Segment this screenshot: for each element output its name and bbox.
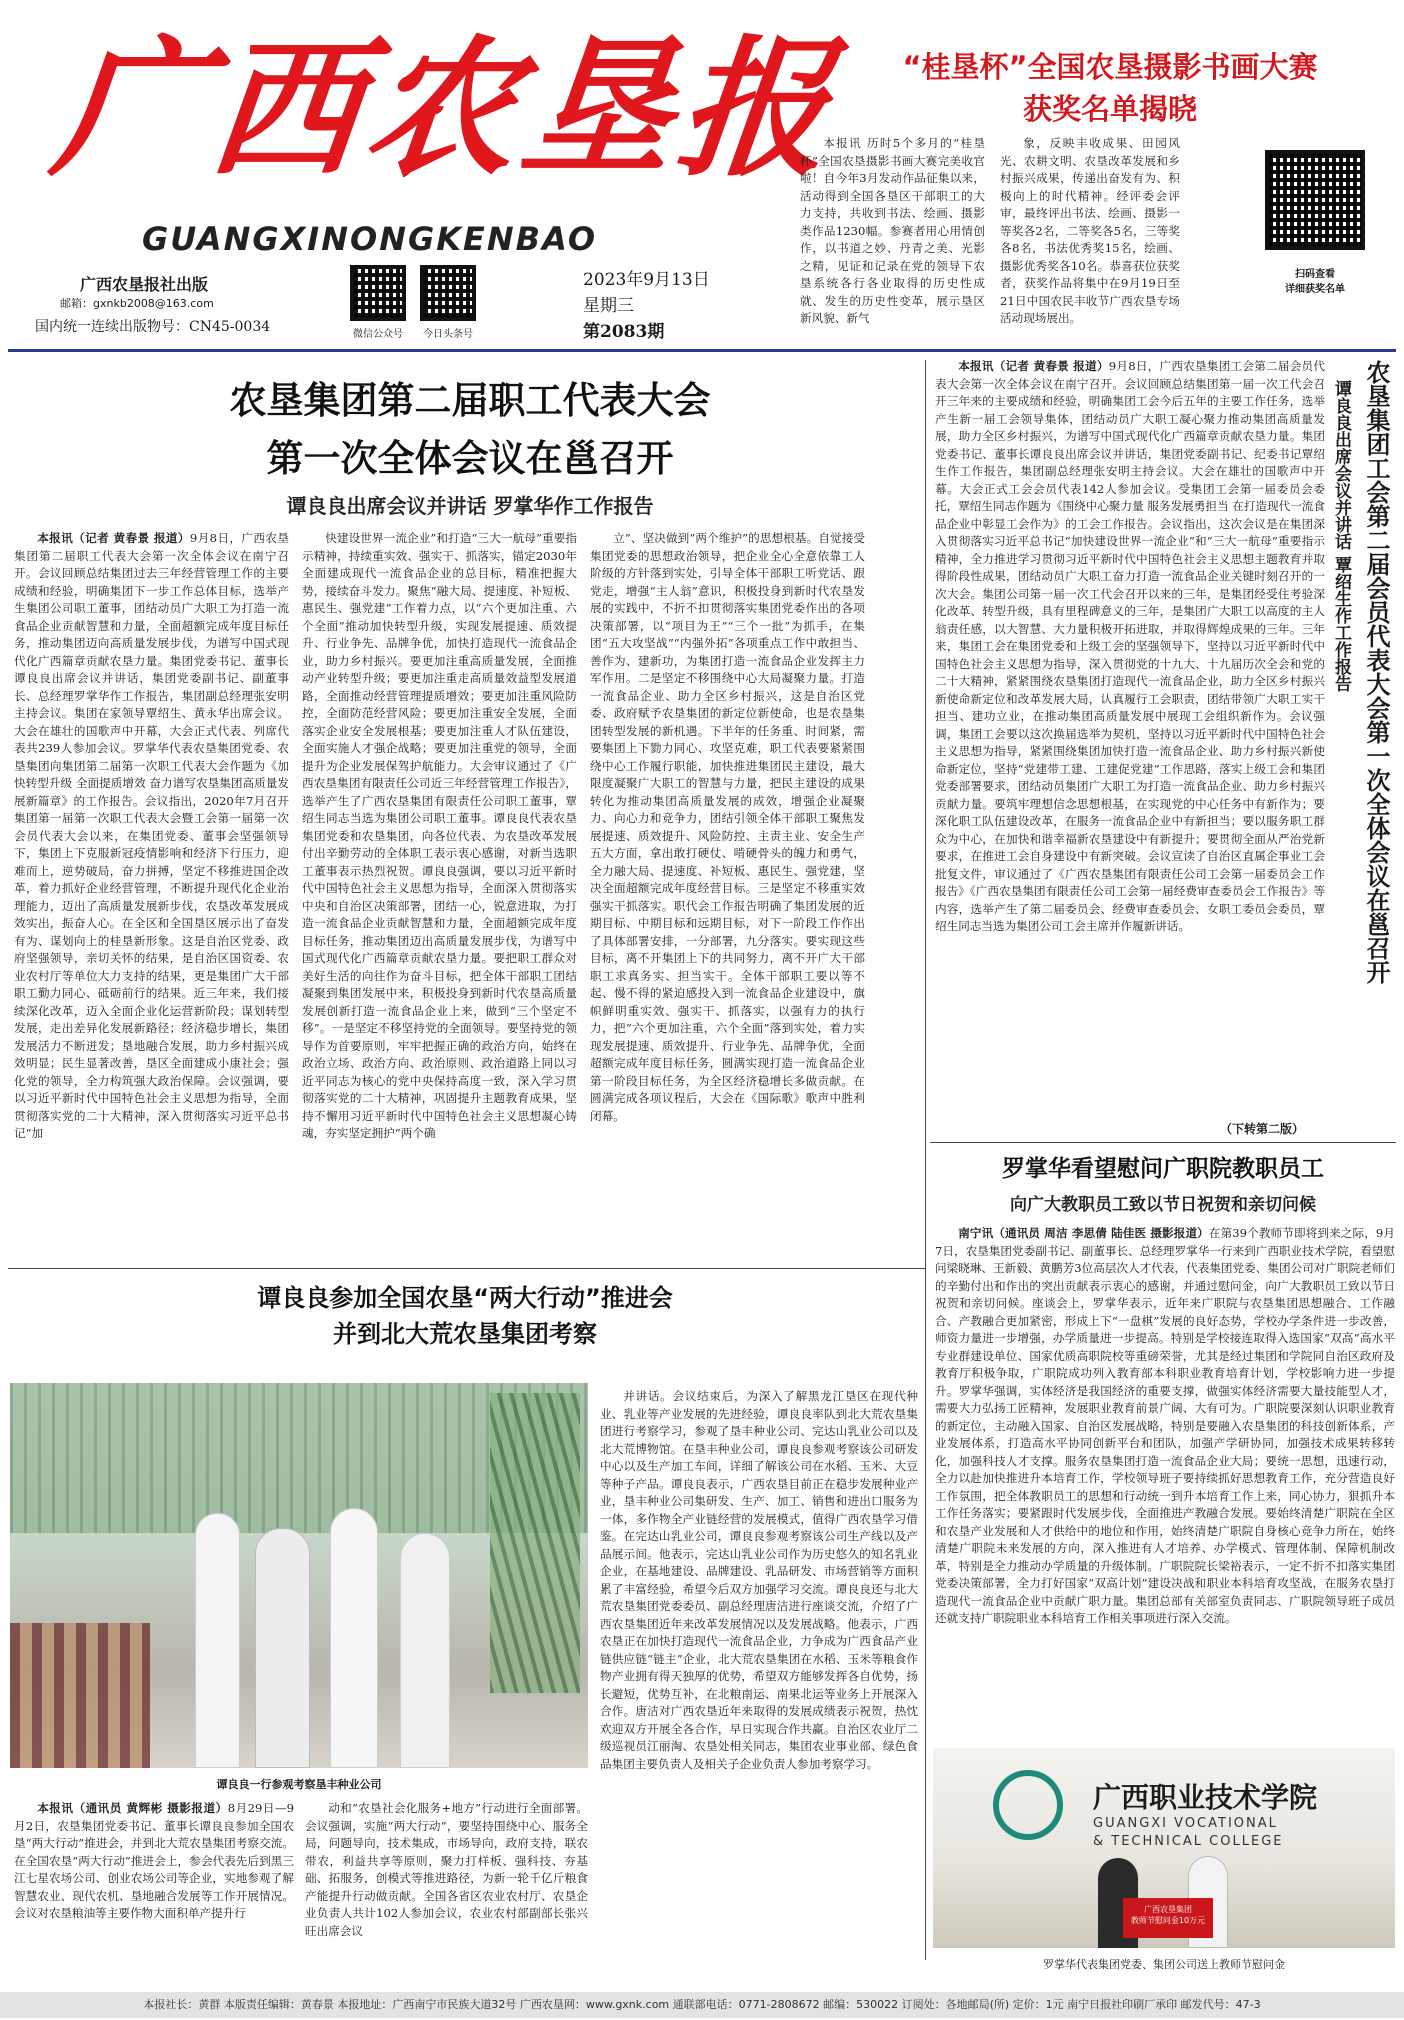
article1-col1 xyxy=(14,530,289,1258)
donation-board-line1: 广西农垦集团 xyxy=(1144,1905,1192,1914)
article1-headline xyxy=(10,372,930,488)
issn-number: 国内统一连续出版物号：CN45-0034 xyxy=(35,319,271,335)
issue-date-block xyxy=(583,267,710,345)
article3-lead: 南宁讯（通讯员 周洁 李思倩 陆佳医 摄影报道） xyxy=(958,1226,1209,1240)
article2-continued: （下转第二版） xyxy=(1220,1122,1305,1136)
section-divider-left xyxy=(8,1268,925,1269)
article2-headline: 农垦集团工会第二届会员代表大会第一次全体会议在邕召开 xyxy=(1362,360,1390,984)
promo-qr-label2: 详细获奖名单 xyxy=(1285,284,1345,295)
person-1 xyxy=(195,1513,240,1768)
article3-caption: 罗掌华代表集团党委、集团公司送上教师节慰问金 xyxy=(1043,1958,1285,1971)
page-footer: 本报社长：黄群 本版责任编辑：黄春景 本报地址：广西南宁市民族大道32号 广西农垦网：www.gxnk.com 通联部电话：0771-2808672 邮编：530022 订阅处：各地邮局(所) 定价：1元 南宁日报社印刷厂承印 邮发代号：47-3 xyxy=(0,1992,1404,2018)
publisher-email: 邮箱：gxnkb2008@163.com xyxy=(60,297,214,310)
article1-col2-text: 快建设世界一流企业”和打造“三大一航母”重要指示精神，持续重实效、强实干、抓落实，锚定2030年全面建成现代一流食品企业的总目标，精准把握大势，接续奋斗发力。聚焦“融大局、提速度、补短板、惠民生、强党建”工作着力点，以“六个更加注重、六个全面”推动加快转型升级，实现发展提速、质效提升、行业争先、品牌争优，加快打造现代一流食品企业，助力乡村振兴。要更加注重高质量发展，全面推动产业转型升级；要更加注重走高质量效益型发展道路，全面推动经营管理提质增效；要更加注重风险防控，全面防范经营风险；要更加注重安全发展，全面落实企业安全发展根基；要更加注重人才队伍建设，全面实施人才强企战略；要更加注重党的领导，全面提升为企业发展保驾护航能力。大会审议通过了《广西农垦集团有限责任公司近三年经营管理工作报告》，选举产生了广西农垦集团有限责任公司职工董事，覃绍生同志当选为集团公司职工董事。谭良良代表农垦集团党委和农垦集团，向各位代表、为农垦改革发展付出辛勤劳动的全体职工表示衷心感谢，对新当选职工董事表示热烈祝贺。谭良良强调，要以习近平新时代中国特色社会主义思想为指导，全面深入贯彻落实中央和自治区决策部署，团结一心，锐意进取，为打造一流食品企业贡献智慧和力量，全面超额完成年度目标任务，推动集团迈出高质量发展步伐，为谱写中国式现代化广西篇章贡献农垦力量。要把职工群众对美好生活的向往作为奋斗目标，把全体干部职工团结凝聚到集团发展中来，积极投身到新时代农垦高质量发展创新打造一流食品企业上来，做到“三个坚定不移”。一是坚定不移坚持党的全面领导。要坚持党的领导作为首要原则，牢牢把握正确的政治方向，始终在政治立场、政治方向、政治原则、政治道路上同以习近平同志为核心的党中央保持高度一致，深入学习贯彻落实党的二十大精神，巩固提升主题教育成果，坚持不懈用习近平新时代中国特色社会主义思想凝心铸魂，夯实坚定拥护“两个确 xyxy=(302,531,577,1140)
article4-col3 xyxy=(600,1388,918,1981)
column-divider xyxy=(925,360,926,1960)
corn-plants xyxy=(490,1393,580,1693)
article1-title-line1: 农垦集团第二届职工代表大会 xyxy=(229,379,711,422)
article3-headline: 罗掌华看望慰问广职院教职员工 xyxy=(1002,1156,1324,1182)
person-2 xyxy=(255,1528,310,1768)
article4-col2-text: 动和“农垦社会化服务+地方”行动进行全面部署。会议强调，实施“两大行动”，要坚持围绕中心、服务全局，问题导向，技术集成，市场导向，政府支持，联农带农，利益共享等原则，聚力打样板、强科技、夯基础、拓服务，创模式等推进路径，为新一轮千亿斤粮食产能提升行动做贡献。全国各省区农业农村厅、农垦企业负责人共计102人参加会议，农业农村部副部长张兴旺出席会议 xyxy=(305,1801,588,1938)
article3-body xyxy=(935,1225,1395,1735)
article3-subtitle: 向广大教职员工致以节日祝贺和亲切问候 xyxy=(1010,1195,1316,1215)
issue-weekday: 星期三 xyxy=(583,296,634,316)
article4-photo xyxy=(10,1383,588,1768)
article3-photo xyxy=(933,1748,1395,1948)
article2-subtitle: 谭良良出席会议并讲话 覃绍生作工作报告 xyxy=(1331,380,1351,692)
promo-qr-label1: 扫码查看 xyxy=(1295,269,1335,280)
promo-qr-code[interactable] xyxy=(1265,150,1365,250)
toutiao-qr-label: 今日头条号 xyxy=(423,329,473,340)
article4-title-line2: 并到北大荒农垦集团考察 xyxy=(333,1320,597,1348)
promo-title-line2: 获奖名单揭晓 xyxy=(1022,92,1197,126)
article1-lead: 本报讯（记者 黄春景 报道） xyxy=(37,531,190,545)
promo-col1-text: 本报讯 历时5个多月的“桂垦杯”全国农垦摄影书画大赛完美收官啦！自今年3月发动作品征集以来，活动得到全国各垦区干部职工的大力支持，共收到书法、绘画、摄影类作品1230幅。参赛者用心用情创作，以书道之妙、丹青之美、光影之精，见证和记录在党的领导下农垦系统各行各业取得的历史性成就、发生的历史性变革，展示垦区新风貌、新气 xyxy=(800,136,985,325)
promo-headline xyxy=(855,46,1365,130)
article2-body-text: 9月8日，广西农垦集团工会第二届会员代表大会第一次全体会议在南宁召开。会议回顾总结集团第一届一次工代会召开三年来的主要成绩和经验，明确集团工会今后五年的主要工作任务，选举产生新一届工会领导集体，团结动员广大职工凝心聚力推动集团高质量发展，助力全区乡村振兴，为谱写中国式现代化广西篇章贡献农垦力量。集团党委书记、董事长谭良良出席会议并讲话，集团党委副书记、纪委书记覃绍生作工作报告，集团副总经理张安明主持会议。大会在雄壮的国歌声中开幕。大会正式工会会员代表142人参加会议。受集团工会第一届委员会委托，覃绍生同志作题为《围绕中心聚力量 服务发展勇担当 在打造现代一流食品企业中彰显工会作为》的工会工作报告。会议指出，这次会议是在集团深入贯彻落实习近平总书记“加快建设世界一流企业”和“三大一航母”重要指示精神，全力推进学习贯彻习近平新时代中国特色社会主义思想主题教育并取得阶段性成果，团结动员广大职工奋力打造一流食品企业关键时刻召开的一次大会。集团公司第一届一次工代会召开以来的三年，是集团经受住考验深化改革、转型升级，具有里程碑意义的三年，是集团广大职工以高度的主人翁责任感，以大智慧、大力量积极开拓进取，并取得辉煌成果的三年。三年来，集团工会在集团党委和上级工会的坚强领导下，坚持以习近平新时代中国特色社会主义思想为指导，深入贯彻党的十九大、十九届历次全会和党的二十大精神，紧紧围绕农垦集团打造现代一流食品企业，助力全区乡村振兴新使命新定位和改革发展大局，认真履行工会职责，团结带领广大职工实干担当、建功立业，在推动集团高质量发展中展现工会组织新作为。会议强调，集团工会要以这次换届选举为契机，坚持以习近平新时代中国特色社会主义思想为指导，紧紧围绕集团加快打造一流食品企业、助力乡村振兴新使命新定位，坚持“党建带工建、工建促党建”工作思路，落实上级工会和集团党委部署要求，团结动员集团广大职工为打造一流食品企业、助力乡村振兴贡献力量。要筑牢理想信念思想根基，在实现党的中心任务中有新作为；要深化职工队伍建设改革，在服务一流食品企业中有新担当；要以服务职工群众为中心，在加快和谐幸福新农垦建设中有新提升；要贯彻全面从严治党新要求，在推进工会自身建设中有新突破。会议宣读了自治区直属企事业工会批复文件，审议通过了《广西农垦集团有限责任公司工会第一届委员会工作报告》《广西农垦集团有限责任公司工会第一届经费审查委员会工作报告》等内容，选举产生了第二届委员会、经费审查委员会、女职工委员会委员，覃绍生同志当选为集团公司工会主席并作履新讲话。 xyxy=(935,359,1325,933)
donation-board xyxy=(1123,1898,1213,1938)
masthead-pinyin: GUANGXINONGKENBAO xyxy=(142,220,598,258)
promo-col2 xyxy=(1000,135,1180,325)
article2-body xyxy=(935,358,1325,1118)
article3-body-text: 在第39个教师节即将到来之际，9月7日，农垦集团党委副书记、副董事长、总经理罗掌华一行来到广西职业技术学院，看望慰问梁晓琳、王新毅、黄鹏芳3位高层次人才代表，代表集团党委、集团公司对广职院老师们的辛勤付出和作出的突出贡献表示衷心的感谢，并通过慰问金，向广大教职员工致以节日祝贺和亲切问候。座谈会上，罗掌华表示，近年来广职院与农垦集团思想融合、工作融合、产教融合更加紧密，形成上下“一盘棋”发展的良好态势，学校办学条件进一步改善，师资力量进一步增强，办学质量进一步提高。特别是学校接连取得入选国家“双高”高水平专业群建设单位、国家优质高职院校等重磅荣誉，尤其是经过集团和学院同自治区政府及教育厅积极争取，广职院成功列入教育部本科职业教育培育计划，学校影响力进一步提升。罗掌华强调，实体经济是我国经济的重要支撑，做强实体经济需要大量技能型人才，需要大力弘扬工匠精神，发展职业教育前景广阔、大有可为。广职院要深刻认识职业教育的新定位，主动融入国家、自治区发展战略，特别是要融入农垦集团的科技创新体系，产业发展体系，打造高水平协同创新平台和团队，加强产学研协同，加强技术成果转移转化，加强科技人才支撑。服务农垦集团打造一流食品企业大局；要统一思想，迅速行动，全力以赴加快推进升本培育工作，学校领导班子要持续抓好思想教育工作，充分营造良好工作氛围，把全体教职员工的思想和行动统一到升本培育工作上来，同心协力，狠抓升本工作任务落实；要紧跟时代发展步伐，全面推进产教融合发展。要始终清楚广职院在全区和农垦产业发展和人才供给中的地位和作用，始终清楚广职院自身核心竞争力所在，始终清楚广职院未来发展的方向，深入推进有人才培养、办学模式、管理体制、保障机制改革，特别是全力推动办学质量的升级体制。广职院院长梁裕表示，一定不折不扣落实集团党委决策部署，全力打好国家“双高计划”建设决战和职业本科培育攻坚战，在服务农垦打造现代一流食品企业中贡献广职力量。集团总部有关部室负责同志、广职院领导班子成员还就支持广职院职业本科培育工作相关事项进行深入交流。 xyxy=(935,1226,1395,1625)
college-logo-icon xyxy=(993,1770,1063,1840)
promo-qr-caption xyxy=(1245,265,1385,295)
person-4 xyxy=(400,1533,450,1768)
promo-col1 xyxy=(800,135,985,325)
seed-display xyxy=(10,1623,150,1768)
masthead-rule xyxy=(8,349,1396,352)
article1-col3 xyxy=(590,530,865,1258)
college-sign-en1: GUANGXI VOCATIONAL xyxy=(1093,1816,1278,1831)
article4-col3-text: 并讲话。会议结束后，为深入了解黑龙江垦区在现代种业、乳业等产业发展的先进经验，谭良良率队到北大荒农垦集团进行考察学习，参观了垦丰种业公司、完达山乳业公司以及北大荒博物馆。在垦丰种业公司，谭良良参观考察该公司研发中心以及生产加工车间，详细了解该公司在水稻、玉米、大豆等种子产品。谭良良表示，广西农垦目前正在稳步发展种业产业，垦丰种业公司集研发、生产、加工、销售和进出口服务为一体，多作物全产业链经营的发展模式，值得广西农垦学习借鉴。在完达山乳业公司，谭良良参观考察该公司生产线以及产品展示间。他表示，完达山乳业公司作为历史悠久的知名乳业企业，在基地建设、品牌建设、乳品研发、市场营销等方面积累了丰富经验，希望今后双方加强学习交流。谭良良还与北大荒农垦集团党委委员、副总经理唐洁进行座谈交流，介绍了广西农垦集团近年来改革发展情况以及发展战略。他表示，广西农垦正在加快打造现代一流食品企业，力争成为广西食品产业链供应链“链主”企业，北大荒农垦集团在水稻、玉米等粮食作物产业拥有得天独厚的优势，希望双方能够发挥各自优势，扬长避短，优势互补，在北粮南运、南果北运等业务上开展深入合作。唐洁对广西农垦近年来取得的发展成绩表示祝贺，热忱欢迎双方开展全各合作，早日实现合作共赢。自治区农业厅二级巡视员江丽淘、农垦处相关同志，集团农业事业部、绿色食品集团主要负责人及相关子企业负责人参加考察学习。 xyxy=(600,1389,918,1771)
article4-col1-text: 8月29日—9月2日，农垦集团党委书记、董事长谭良良参加全国农垦“两大行动”推进会，并到北大荒农垦集团考察交流。在全国农垦“两大行动”推进会上，参会代表先后到黑三江七星农场公司、创业农场公司等企业，实地参观了解智慧农业、现代农机、垦地融合发展等工作开展情况。会议对农垦粮油等主要作物大面积单产提升行 xyxy=(14,1801,294,1920)
article4-headline xyxy=(10,1280,920,1352)
article2-lead: 本报讯（记者 黄春景 报道） xyxy=(958,359,1109,373)
wechat-qr-code[interactable] xyxy=(350,265,406,321)
wechat-qr-label: 微信公众号 xyxy=(353,329,403,340)
article4-lead: 本报讯（通讯员 黄辉彬 摄影报道） xyxy=(37,1801,228,1815)
article1-col2 xyxy=(302,530,577,1258)
section-divider-right xyxy=(930,1142,1396,1143)
college-sign-en2: & TECHNICAL COLLEGE xyxy=(1093,1834,1284,1849)
article1-col1-text: 9月8日，广西农垦集团第二届职工代表大会第一次全体会议在南宁召开。会议回顾总结集团过去三年经营管理工作的主要成绩和经验，明确集团下一步工作总体目标，选举产生集团公司职工董事，团结动员广大职工为打造一流食品企业贡献智慧和力量，全面超额完成年度目标任务，推动集团迈向高质量发展步伐，为谱写中国式现代化广西篇章贡献农垦力量。集团党委书记、董事长谭良良出席会议并讲话，集团党委副书记、副董事长、总经理罗掌华作工作报告，集团副总经理张安明主持会议。集团在家领导覃绍生、黄永华出席会议。大会在雄壮的国歌声中开幕，大会正式代表、列席代表共239人参加会议。罗掌华代表农垦集团党委、农垦集团向集团第二届第一次职工代表大会作题为《加快转型升级 全面提质增效 奋力谱写农垦集团高质量发展新篇章》的工作报告。会议指出，2020年7月召开集团第一届第一次职工代表大会暨工会第一届第一次会员代表大会以来，在集团党委、董事会坚强领导下，集团上下克服新冠疫情影响和经济下行压力，迎难而上，逆势破局，奋力拼搏，坚定不移推进国企改革，着力抓好企业经营管理，不断提升现代化企业治理能力，迈出了高质量发展新步伐，农垦改革发展成效实出，振奋人心。在全区和全国垦区展示出了奋发有为、谋划向上的桂垦新形象。这是自治区党委、政府坚强领导，亲切关怀的结果，是自治区国资委、农业农村厅等单位大力支持的结果，更是集团广大干部职工勤力同心、砥砺前行的结果。近三年来，我们接续深化改革，迈入全面企业化运营新阶段；谋划转型发展，走出差异化发展新路径；经济稳步增长，集团发展活力不断迸发；垦地融合发展，助力乡村振兴成效明显；民生显著改善，垦区全面建成小康社会；强化党的领导，全力构筑强大政治保障。会议强调，要以习近平新时代中国特色社会主义思想为指导，全面贯彻落实党的二十大精神，深入贯彻落实习近平总书记“加 xyxy=(14,531,289,1140)
donation-board-line2: 教师节慰问金10万元 xyxy=(1130,1916,1206,1925)
article1-title-line2: 第一次全体会议在邕召开 xyxy=(266,437,674,480)
toutiao-qr-code[interactable] xyxy=(420,265,476,321)
promo-title-line1: “桂垦杯”全国农垦摄影书画大赛 xyxy=(902,50,1318,84)
article1-subtitle: 谭良良出席会议并讲话 罗掌华作工作报告 xyxy=(286,494,654,518)
publisher-name: 广西农垦报社出版 xyxy=(80,275,209,294)
promo-col2-text: 象，反映丰收成果、田园风光、农耕文明、农垦改革发展和乡村振兴成果，传递出奋发有为、积极向上的时代精神。经评委会评审，最终评出书法、绘画、摄影一等奖各2名，二等奖各5名，三等奖各8名，书法优秀奖15名，绘画、摄影优秀奖各10名。恭喜获位获奖者，获奖作品将集中在9月19日至21日中国农民丰收节广西农垦专场活动现场展出。 xyxy=(1000,136,1180,325)
article4-title-line1: 谭良良参加全国农垦“两大行动”推进会 xyxy=(257,1284,673,1312)
masthead-title: 广西农垦报 xyxy=(45,21,845,197)
issue-number: 第2083期 xyxy=(583,322,665,342)
article4-col1 xyxy=(14,1800,294,1982)
article4-col2 xyxy=(305,1800,588,1982)
issue-date: 2023年9月13日 xyxy=(583,270,710,290)
article1-col3-text: 立”、坚决做到“两个维护”的思想根基。自觉接受集团党委的思想政治领导，把企业全心全意依靠工人阶级的方针落到实处，引导全体干部职工听党话、跟党走，增强“主人翁”意识，积极投身到新时代农垦发展的实践中，不折不扣贯彻落实集团党委作出的各项决策部署，以“项目为王”“三个一批”为抓手，在集团“五大攻坚战”“内强外拓”各项重点工作中敢担当、善作为、建新功，为集团打造一流食品企业发挥主力军作用。二是坚定不移围绕中心大局凝聚力量。打造一流食品企业、助力全区乡村振兴，这是自治区党委、政府赋予农垦集团的新定位新使命，也是农垦集团转型发展的新机遇。下半年的任务重、时间紧，需要集团上下勠力同心、攻坚克难，职工代表要紧紧围绕中心工作履行职能，加快推进集团民主建设，最大限度凝聚广大职工的智慧与力量，把民主建设的成果转化为推动集团高质量发展的成效，增强企业凝聚力、向心力和竞争力，团结引领全体干部职工聚焦发展提速、质效提升、风险防控、主责主业、安全生产五大方面，拿出敢打硬仗、啃硬骨头的魄力和勇气，全力融大局、提速度、补短板、惠民生、强党建，坚决全面超额完成年度经营目标。三是坚定不移重实效强实干抓落实。职代会工作报告明确了集团发展的近期目标、中期目标和远期目标，对下一阶段工作作出了具体部署安排，一分部署，九分落实。要实现这些目标，离不开集团上下的共同努力，离不开广大干部职工求真务实、担当实干。全体干部职工要以等不起、慢不得的紧迫感投入到一流食品企业建设中，旗帜鲜明重实效、强实干、抓落实，以强有力的执行力，把“六个更加注重，六个全面”落到实处，着力实现发展提速、质效提升、行业争先、品牌争优，全面超额完成年度目标任务，圆满实现打造一流食品企业第一阶段目标任务，为全区经济稳增长多做贡献。在圆满完成各项议程后，大会在《国际歌》歌声中胜利闭幕。 xyxy=(590,531,865,1123)
person-3 xyxy=(330,1508,378,1768)
college-sign: 广西职业技术学院 xyxy=(1093,1781,1318,1814)
article4-caption: 谭良良一行参观考察垦丰种业公司 xyxy=(216,1778,382,1791)
